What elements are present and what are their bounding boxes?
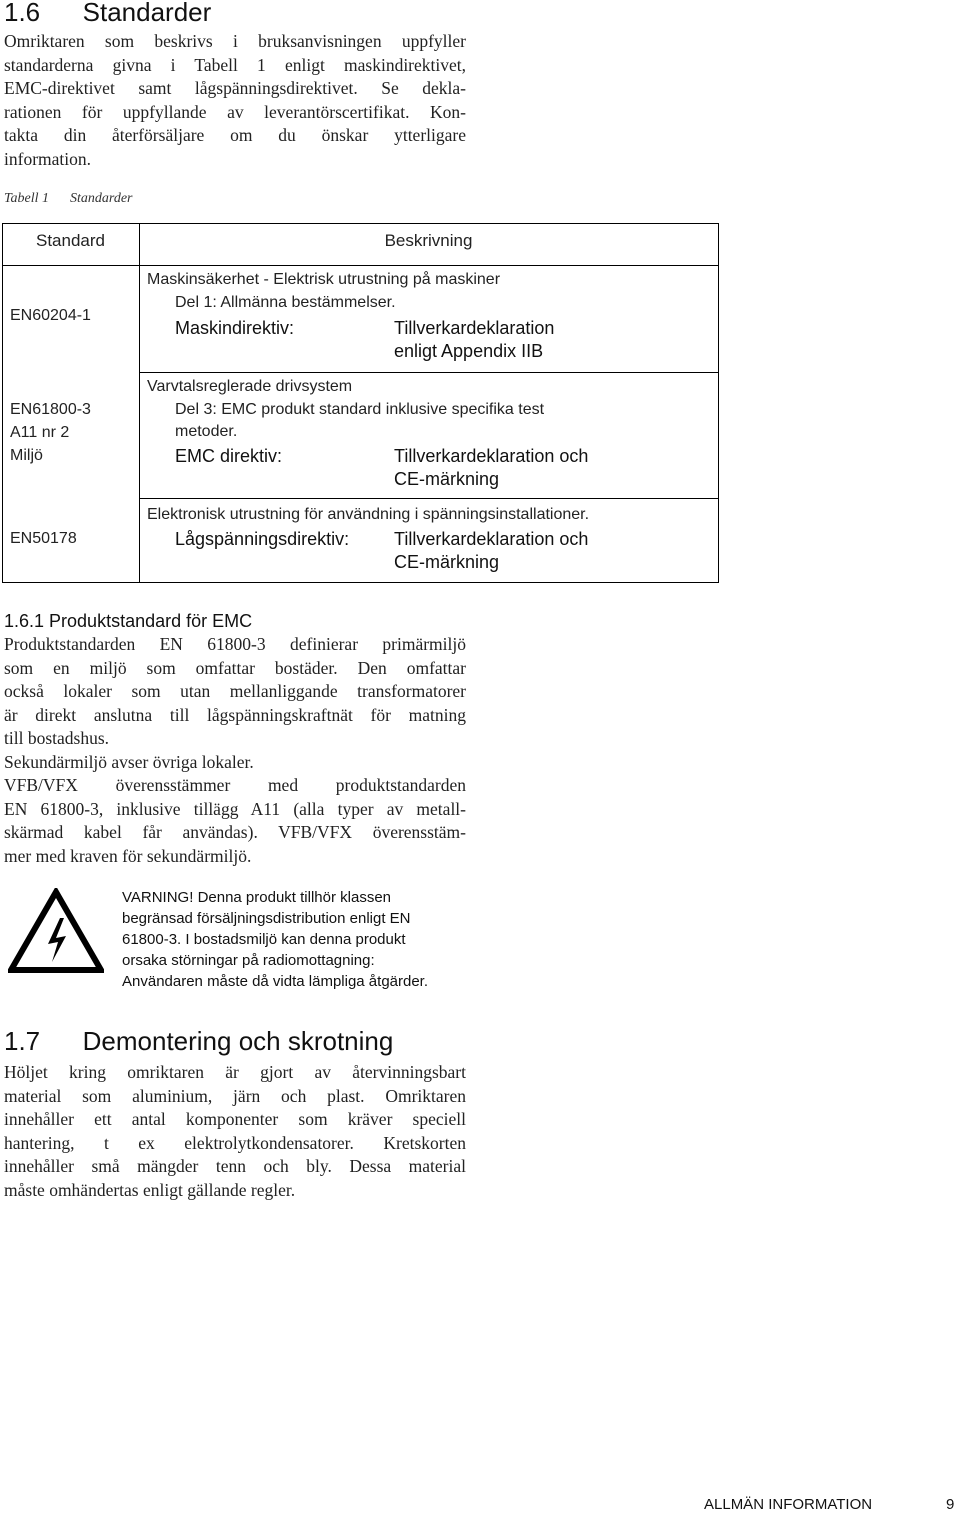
table-cell-standard: Miljö bbox=[10, 447, 43, 464]
table-header-description: Beskrivning bbox=[384, 231, 473, 250]
warning-line: begränsad försäljningsdistribution enligt EN bbox=[122, 910, 411, 927]
intro-paragraph bbox=[4, 30, 466, 171]
table-cell-standard: A11 nr 2 bbox=[10, 424, 70, 441]
high-voltage-warning-icon bbox=[8, 888, 104, 974]
table-cell-standard: EN61800-3 bbox=[10, 401, 91, 418]
table-cell-standard: EN60204-1 bbox=[10, 307, 91, 324]
footer-chapter-title: ALLMÄN INFORMATION bbox=[704, 1496, 873, 1513]
table-cell-description-line: Del 1: Allmänna bestämmelser. bbox=[175, 294, 396, 311]
table-cell-description-line: Del 3: EMC produkt standard inklusive specifika test bbox=[175, 401, 545, 418]
table-border-left bbox=[2, 223, 3, 583]
table-cell-description-line: Varvtalsreglerade drivsystem bbox=[147, 378, 353, 395]
warning-text bbox=[122, 887, 428, 992]
warning-line: 61800-3. I bostadsmiljö kan denna produkt bbox=[122, 931, 406, 948]
table-caption-label: Tabell 1 bbox=[4, 191, 49, 206]
paragraph-line: hantering, t ex elektrolytkondensatorer. Kretskorten bbox=[4, 1132, 466, 1153]
table-border-bottom bbox=[2, 582, 719, 583]
paragraph-line: Sekundärmiljö avser övriga lokaler. bbox=[4, 751, 254, 772]
paragraph-line: också lokaler som utan mellanliggande transformatorer bbox=[4, 681, 466, 701]
table-caption-title: Standarder bbox=[70, 191, 133, 206]
paragraph-line: innehåller ett antal komponenter som kräver speciell bbox=[4, 1109, 466, 1129]
paragraph-line: VFB/VFX överensstämmer med produktstandarden bbox=[4, 775, 466, 795]
warning-line: orsaka störningar på radiomottagning: bbox=[122, 952, 375, 969]
paragraph-line: till bostadshus. bbox=[4, 728, 110, 748]
paragraph-line: måste omhändertas enligt gällande regler. bbox=[4, 1179, 296, 1200]
table-cell-description-line: Elektronisk utrustning för användning i spänningsinstallationer. bbox=[147, 506, 590, 523]
paragraph-line: rationen för uppfyllande av leverantörscertifikat. Kon- bbox=[4, 101, 466, 122]
paragraph-line: EMC-direktivet samt lågspänningsdirektivet. Se dekla- bbox=[4, 78, 466, 98]
table-cell-directive-value: CE-märkning bbox=[394, 469, 500, 489]
paragraph-line: standarderna givna i Tabell 1 enligt maskindirektivet, bbox=[4, 54, 466, 75]
table-caption bbox=[4, 191, 132, 207]
paragraph-line: material som aluminium, järn och plast. Omriktaren bbox=[4, 1085, 466, 1106]
table-cell-directive-label: Maskindirektiv: bbox=[175, 318, 295, 338]
table-cell-standard: EN50178 bbox=[10, 530, 77, 547]
section-title: Demontering och skrotning bbox=[82, 1026, 394, 1056]
table-cell-directive-value: CE-märkning bbox=[394, 552, 500, 572]
table-border-right bbox=[718, 223, 719, 583]
table-cell-directive-value: Tillverkardeklaration och bbox=[394, 446, 589, 466]
table-header-standard: Standard bbox=[36, 231, 105, 250]
warning-line: Användaren måste då vidta lämpliga åtgärder. bbox=[122, 973, 429, 990]
paragraph-line: som en miljö som omfattar bostäder. Den omfattar bbox=[4, 657, 466, 678]
table-cell-directive-value: Tillverkardeklaration och bbox=[394, 529, 589, 549]
warning-line: VARNING! Denna produkt tillhör klassen bbox=[122, 889, 392, 906]
paragraph-line: Omriktaren som beskrivs i bruksanvisningen uppfyller bbox=[4, 31, 466, 51]
footer-page-number: 9 bbox=[946, 1496, 955, 1513]
paragraph-line: är direkt anslutna till lågspänningskraftnät för matning bbox=[4, 704, 466, 725]
table-cell-description-line: Maskinsäkerhet - Elektrisk utrustning på maskiner bbox=[147, 271, 501, 288]
section-number: 1.6 bbox=[4, 0, 41, 27]
table-border-top bbox=[2, 223, 719, 224]
table-cell-directive-value: enligt Appendix IIB bbox=[394, 341, 544, 361]
section-title: Standarder bbox=[82, 0, 212, 27]
table-cell-directive-label: Lågspänningsdirektiv: bbox=[175, 529, 350, 549]
paragraph-line: skärmad kabel får användas). VFB/VFX överensstäm- bbox=[4, 822, 466, 842]
paragraph-line: EN 61800-3, inklusive tillägg A11 (alla typer av metall- bbox=[4, 798, 466, 819]
column-divider bbox=[139, 223, 140, 583]
row-divider bbox=[139, 498, 719, 499]
paragraph-line: innehåller små mängder tenn och bly. Dessa material bbox=[4, 1156, 466, 1176]
section-heading-1-7 bbox=[4, 1026, 393, 1056]
paragraph-line: Produktstandarden EN 61800-3 definierar primärmiljö bbox=[4, 634, 466, 654]
section-heading-1-6 bbox=[4, 0, 211, 27]
table-cell-directive-label: EMC direktiv: bbox=[175, 446, 283, 466]
emc-paragraph bbox=[4, 633, 466, 868]
table-header-divider bbox=[2, 265, 719, 266]
table-cell-description-line: metoder. bbox=[175, 423, 238, 440]
subsection-heading-1-6-1: 1.6.1 Produktstandard för EMC bbox=[4, 611, 253, 631]
paragraph-line: takta din återförsäljare om du önskar ytterligare bbox=[4, 125, 466, 145]
paragraph-line: information. bbox=[4, 148, 91, 169]
disposal-paragraph bbox=[4, 1061, 466, 1202]
paragraph-line: Höljet kring omriktaren är gjort av återvinningsbart bbox=[4, 1062, 466, 1082]
paragraph-line: mer med kraven för sekundärmiljö. bbox=[4, 845, 252, 866]
table-cell-directive-value: Tillverkardeklaration bbox=[394, 318, 555, 338]
row-divider bbox=[139, 372, 719, 373]
section-number: 1.7 bbox=[4, 1026, 41, 1056]
